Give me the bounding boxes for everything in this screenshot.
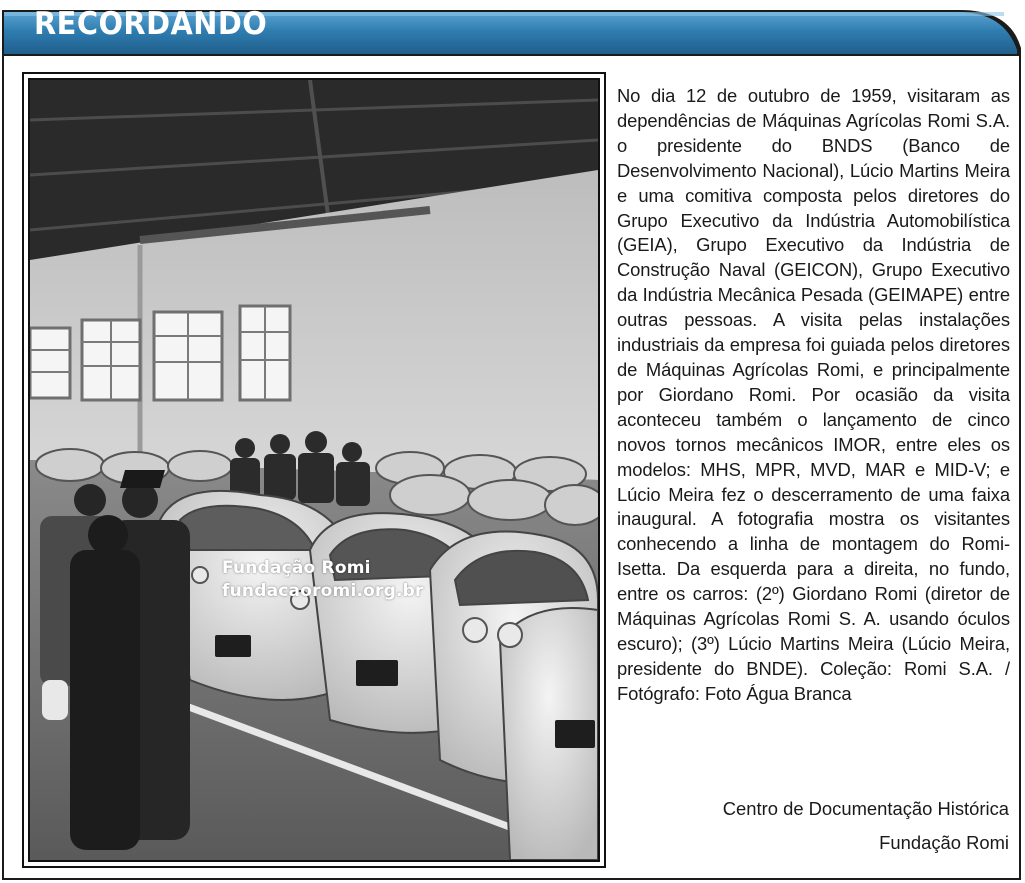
watermark-title: Fundação Romi <box>222 558 371 578</box>
historic-photo <box>28 78 600 862</box>
photo-watermark <box>222 557 424 603</box>
section-header <box>0 0 1025 56</box>
photograph-icon <box>30 80 598 860</box>
credit-department: Centro de Documentação Histórica <box>722 798 1009 819</box>
credit-foundation: Fundação Romi <box>879 832 1009 853</box>
watermark-url: fundacaoromi.org.br <box>222 581 424 601</box>
article-body: No dia 12 de outubro de 1959, visitaram as dependências de Máquinas Agrícolas Romi S.A. o presidente do BNDS (Banco de Desenvolvimento Nacional), Lúcio Martins Meira e uma comitiva composta pelos diretores do Grupo Executivo da Indústria Automobilística (GEIA), Grupo Executivo da Indústria de Construção Naval (GEICON), Grupo Executivo da Indústria Mecânica Pesada (GEIMAPE) entre outras pessoas. A visita pelas instalações industriais da empresa foi guiada pelos diretores de Máquinas Agrícolas Romi, e principalmente por Giordano Romi. Por ocasião da visita aconteceu também o lançamento de cinco novos tornos mecânicos IMOR, entre eles os modelos: MHS, MPR, MVD, MAR e MID-V; e Lúcio Meira fez o descerramento de uma faixa inaugural. A fotografia mostra os visitantes conhecendo a linha de montagem do Romi-Isetta. Da esquerda para a direita, no fundo, entre os carros: (2º) Giordano Romi (diretor de Máquinas Agrícolas Romi S. A. usando óculos escuro); (3º) Lúcio Martins Meira (Lúcio Meira, presidente do BNDE). Coleção: Romi S.A. / Fotógrafo: Foto Água Branca <box>617 85 1010 704</box>
header-title: RECORDANDO <box>34 6 268 42</box>
